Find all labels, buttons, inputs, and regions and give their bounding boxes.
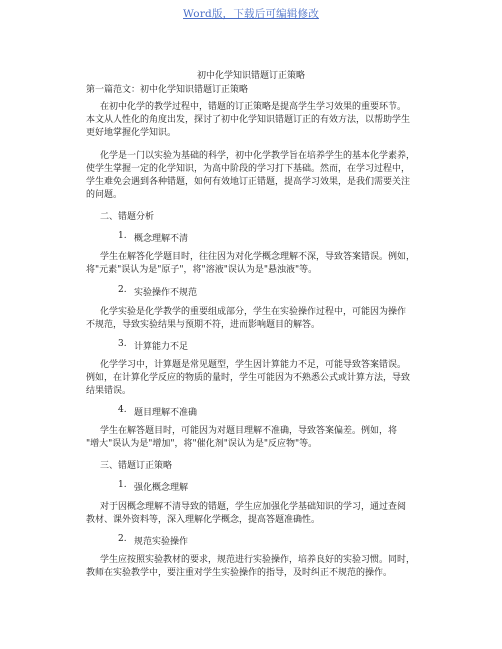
item-line: 化学实验是化学教学的重要组成部分，学生在实验操作过程中，可能因为操作 xyxy=(100,307,407,317)
paragraph-line: 学生难免会遇到各种错题，如何有效地订正错题，提高学习效果，是我们需要关注 xyxy=(86,177,411,187)
item-label: 题目理解不准确 xyxy=(134,408,198,418)
strategy-number: 2. xyxy=(118,534,127,544)
intro-line: 在初中化学的教学过程中，错题的订正策略是提高学生学习效果的重要环节。 xyxy=(100,102,407,112)
item-line: 不规范，导致实验结果与预期不符，进而影响题目的解答。 xyxy=(86,320,321,330)
paragraph-line: 化学是一门以实验为基础的科学，初中化学教学旨在培养学生的基本化学素养， xyxy=(100,151,416,161)
item-number: 3. xyxy=(118,339,127,349)
document-title: 初中化学知识错题订正策略 xyxy=(196,71,305,81)
item-label: 计算能力不足 xyxy=(134,342,189,352)
paragraph-line: 使学生掌握一定的化学知识，为高中阶段的学习打下基础。然而，在学习过程中， xyxy=(86,164,411,174)
strategy-line: 教师在实验教学中，要注重对学生实验操作的指导，及时纠正不规范的操作。 xyxy=(86,568,393,578)
section-heading: 二、错题分析 xyxy=(100,212,155,222)
document-subtitle: 第一篇范文：初中化学知识错题订正策略 xyxy=(86,85,249,95)
item-number: 2. xyxy=(118,285,127,295)
download-link[interactable]: Word版，下载后可编辑修改 xyxy=(183,8,319,20)
item-number: 1. xyxy=(118,231,127,241)
strategy-line: 对于因概念理解不清导致的错题，学生应加强化学基础知识的学习，通过查阅 xyxy=(100,502,407,512)
strategy-line: 学生应按照实验教材的要求，规范进行实验操作，培养良好的实验习惯。同时， xyxy=(100,555,416,565)
strategy-number: 1. xyxy=(118,480,127,490)
item-line: 化学学习中，计算题是常见题型，学生因计算能力不足，可能导致答案错误。 xyxy=(100,360,407,370)
strategy-label: 规范实验操作 xyxy=(134,537,189,547)
strategy-line: 教材、课外资料等，深入理解化学概念，提高答题准确性。 xyxy=(86,515,321,525)
item-line: 结果错误。 xyxy=(86,386,132,396)
item-line: 例如，在计算化学反应的物质的量时，学生可能因为不熟悉公式或计算方法，导致 xyxy=(86,373,411,383)
item-line: "增大"误认为是"增加"，将"催化剂"误认为是"反应物"等。 xyxy=(86,439,318,449)
paragraph-line: 的问题。 xyxy=(86,190,123,200)
item-label: 实验操作不规范 xyxy=(134,288,198,298)
item-line: 学生在解答题目时，可能因为对题目理解不准确，导致答案偏差。例如，将 xyxy=(100,426,398,436)
item-number: 4. xyxy=(118,405,127,415)
strategy-label: 强化概念理解 xyxy=(134,483,189,493)
item-label: 概念理解不清 xyxy=(134,234,189,244)
intro-line: 本文从人性化的角度出发，探讨了初中化学知识错题订正的有效方法，以帮助学生 xyxy=(86,115,411,125)
item-line: 将"元素"误认为是"原子"，将"溶液"误认为是"悬浊液"等。 xyxy=(86,265,318,275)
intro-line: 更好地掌握化学知识。 xyxy=(86,128,177,138)
item-line: 学生在解答化学题目时，往往因为对化学概念理解不深，导致答案错误。例如， xyxy=(100,252,416,262)
section-heading: 三、错题订正策略 xyxy=(100,461,173,471)
